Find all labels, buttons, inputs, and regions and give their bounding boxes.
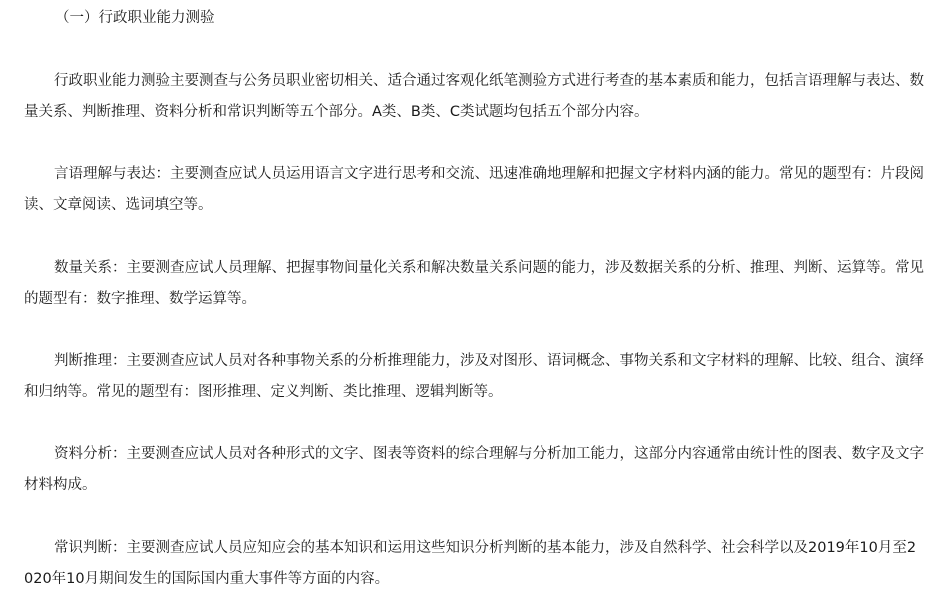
paragraph-reasoning: 判断推理：主要测查应试人员对各种事物关系的分析推理能力，涉及对图形、语词概念、事物关系和文字材料的理解、比较、组合、演绎和归纳等。常见的题型有：图形推理、定义判断、类比推理、逻辑判断等。 [24, 353, 924, 400]
section-heading: （一）行政职业能力测验 [55, 10, 215, 26]
paragraph-verbal-comprehension: 言语理解与表达：主要测查应试人员运用语言文字进行思考和交流、迅速准确地理解和把握文字材料内涵的能力。常见的题型有：片段阅读、文章阅读、选词填空等。 [24, 166, 924, 213]
paragraph-data-analysis: 资料分析：主要测查应试人员对各种形式的文字、图表等资料的综合理解与分析加工能力，这部分内容通常由统计性的图表、数字及文字材料构成。 [24, 446, 924, 493]
paragraph-quantitative-relations: 数量关系：主要测查应试人员理解、把握事物间量化关系和解决数量关系问题的能力，涉及数据关系的分析、推理、判断、运算等。常见的题型有：数字推理、数学运算等。 [24, 260, 924, 307]
paragraph-general-knowledge: 常识判断：主要测查应试人员应知应会的基本知识和运用这些知识分析判断的基本能力，涉及自然科学、社会科学以及2019年10月至2020年10月期间发生的国际国内重大事件等方面的内容。 [24, 540, 917, 587]
paragraph-overview: 行政职业能力测验主要测查与公务员职业密切相关、适合通过客观化纸笔测验方式进行考查的基本素质和能力，包括言语理解与表达、数量关系、判断推理、资料分析和常识判断等五个部分。A类、B类、C类试题均包括五个部分内容。 [24, 73, 924, 120]
